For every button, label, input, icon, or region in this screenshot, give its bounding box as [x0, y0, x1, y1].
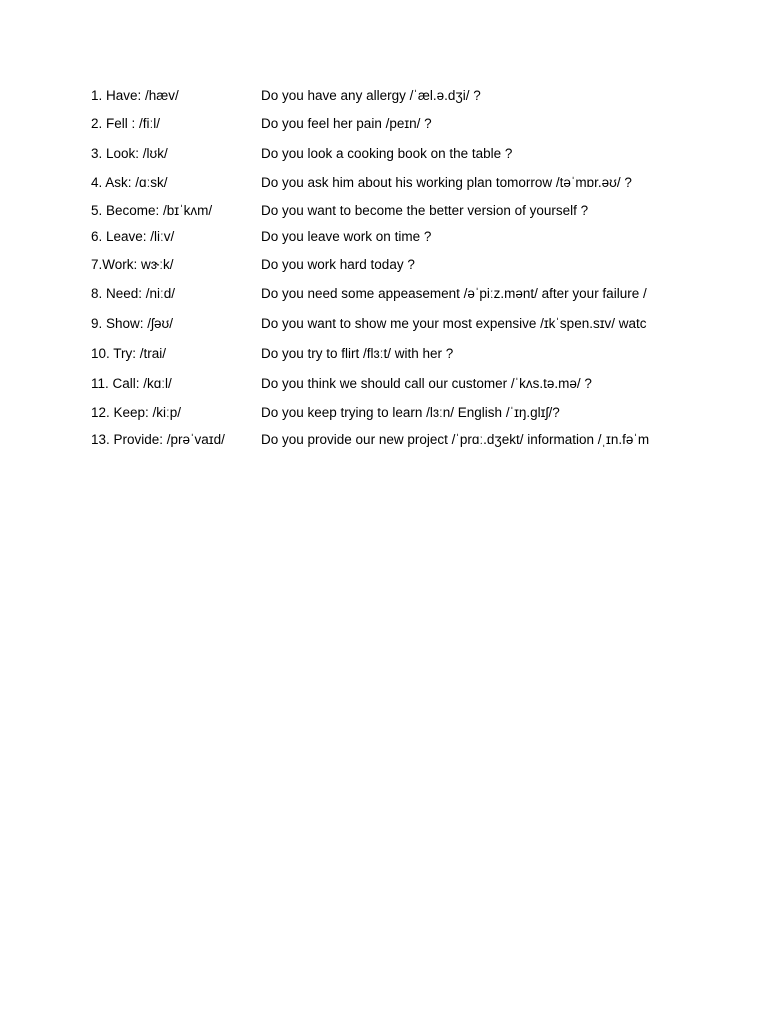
vocab-word: 13. Provide: /prəˈvaɪd/	[91, 432, 225, 447]
vocab-row	[91, 86, 657, 106]
vocab-word: 2. Fell : /fiːl/	[91, 116, 161, 131]
example-sentence: Do you want to become the better version of yourself ?	[261, 203, 589, 218]
example-sentence: Do you want to show me your most expensive /ɪkˈspen.sɪv/ watc	[261, 316, 647, 331]
vocab-row	[91, 144, 657, 164]
vocab-row	[91, 173, 657, 193]
vocab-row	[91, 227, 657, 247]
vocab-row	[91, 403, 657, 423]
example-sentence: Do you need some appeasement /əˈpiːz.mənt/ after your failure /	[261, 286, 647, 301]
vocab-word: 12. Keep: /kiːp/	[91, 405, 182, 420]
vocab-word: 4. Ask: /ɑːsk/	[91, 175, 168, 190]
vocab-word: 6. Leave: /liːv/	[91, 229, 175, 244]
vocab-word: 7.Work: wɝːk/	[91, 257, 174, 272]
vocab-word: 11. Call: /kɑːl/	[91, 376, 172, 391]
example-sentence: Do you leave work on time ?	[261, 229, 432, 244]
vocab-row	[91, 314, 657, 334]
vocab-word: 3. Look: /lʊk/	[91, 146, 168, 161]
vocab-word: 10. Try: /trai/	[91, 346, 167, 361]
example-sentence: Do you provide our new project /ˈprɑː.dʒekt/ information /ˌɪn.fəˈm	[261, 432, 650, 447]
vocab-row	[91, 374, 657, 394]
example-sentence: Do you keep trying to learn /lɜːn/ English /ˈɪŋ.ɡlɪʃ/?	[261, 405, 560, 420]
vocab-row	[91, 284, 657, 304]
vocab-row	[91, 114, 657, 134]
vocab-row	[91, 344, 657, 364]
vocab-row	[91, 201, 657, 221]
example-sentence: Do you have any allergy /ˈæl.ə.dʒi/ ?	[261, 88, 481, 103]
vocab-row	[91, 430, 657, 450]
vocab-word: 1. Have: /hæv/	[91, 88, 179, 103]
example-sentence: Do you try to flirt /flɜːt/ with her ?	[261, 346, 454, 361]
example-sentence: Do you work hard today ?	[261, 257, 415, 272]
example-sentence: Do you look a cooking book on the table ?	[261, 146, 513, 161]
vocab-row	[91, 255, 657, 275]
example-sentence: Do you ask him about his working plan tomorrow /təˈmɒr.əʊ/ ?	[261, 175, 632, 190]
vocab-word: 5. Become: /bɪˈkʌm/	[91, 203, 213, 218]
vocab-word: 8. Need: /niːd/	[91, 286, 176, 301]
example-sentence: Do you feel her pain /peɪn/ ?	[261, 116, 432, 131]
vocab-word: 9. Show: /ʃəʊ/	[91, 316, 173, 331]
example-sentence: Do you think we should call our customer /ˈkʌs.tə.mə/ ?	[261, 376, 592, 391]
